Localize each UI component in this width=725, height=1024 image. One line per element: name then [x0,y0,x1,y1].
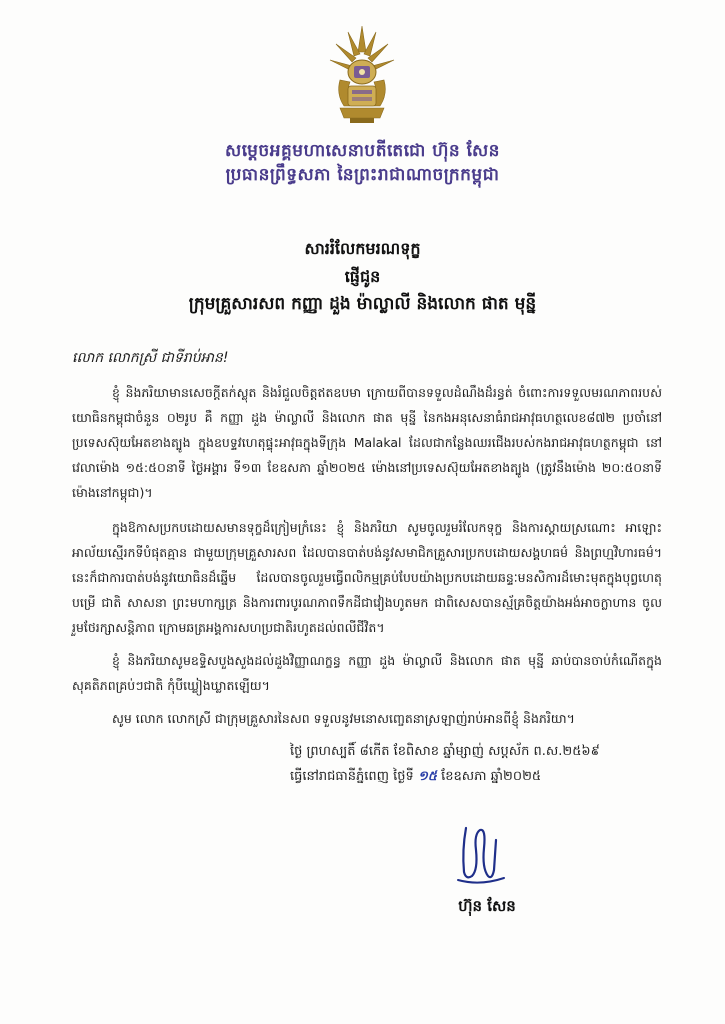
paragraph-1: ខ្ញុំ និងភរិយាមានសេចក្តីតក់ស្លុត និងរំជួលចិត្តឥតឧបមា ក្រោយពីបានទទួលដំណឹងដ៏រន្ធត់ ចំពោះការទទួលមរណភាពរបស់យោធិនកម្ពុជាចំនួន ០២រូប គឺ កញ្ញា ដួង ម៉ាល្លាលី និងលោក ផាត មុន្នី នៃកងអនុសេនាធំរាជអាវុធហត្ថលេខ៨៧២ ប្រចាំនៅប្រទេសស៊ុយអែតខាងត្បូង ក្នុងឧបទ្ទវហេតុផ្ទុះអាវុធក្នុងទីក្រុង Malakal ដែលជាកន្លែងឈរជើងរបស់កងរាជអាវុធហត្ថកម្ពុជា នៅវេលាម៉ោង ១៥:៥០នាទី ថ្ងៃអង្គារ ទី១៣ ខែឧសភា ឆ្នាំ២០២៥ ម៉ោងនៅប្រទេសស៊ុយអែតខាងត្បូង (ត្រូវនឹងម៉ោង ២០:៥០នាទី ម៉ោងនៅកម្ពុជា)។ [72,385,662,500]
date-month-year: ខែឧសភា ឆ្នាំ២០២៥ [441,769,542,784]
salutation: លោក លោកស្រី ជាទីរាប់អាន! [72,350,229,366]
signer-name: ហ៊ុន សែន [458,897,516,915]
letter-title: សាររំលែកមរណទុក្ខ [304,239,421,258]
sender-title-line2: ប្រធានព្រឹទ្ធសភា នៃព្រះរាជាណាចក្រកម្ពុជា [225,165,500,185]
royal-crest-emblem-icon [326,22,398,126]
place-date [290,768,690,787]
letter-recipient: ក្រុមគ្រួសារសព កញ្ញា ដួង ម៉ាល្លាលី និងលោក ផាត មុន្នី [188,294,537,314]
sender-title-line1: សម្តេចអគ្គមហាសេនាបតីតេជោ ហ៊ុន សែន [225,141,500,161]
paragraph-3: ខ្ញុំ និងភរិយាសូមឧទ្ទិសបួងសួងដល់ដួងវិញ្ញាណក្ខន្ធ កញ្ញា ដួង ម៉ាល្លាលី និងលោក ផាត មុន្នី ឆាប់បានចាប់កំណើតក្នុងសុគតិភពគ្រប់ៗជាតិ កុំបីឃ្លៀងឃ្លាតឡើយ។ [72,653,662,693]
letter-subtitle: ផ្ញើជូន [344,267,381,286]
lunar-date: ថ្ងៃ ព្រហស្បតិ៍ ៨កើត ខែពិសាខ ឆ្នាំម្សាញ់ សប្តស័ក ព.ស.២៥៦៩ [290,744,600,759]
date-day: ១៥ [417,769,437,784]
paragraph-4: សូម លោក លោកស្រី ជាក្រុមគ្រួសារនៃសព ទទួលនូវមនោសញ្ចេតនាស្រឡាញ់រាប់អានពីខ្ញុំ និងភរិយា។ [112,711,575,726]
place-date-prefix: ធ្វើនៅរាជធានីភ្នំពេញ ថ្ងៃទី [290,769,414,784]
paragraph-2: ក្នុងឱកាសប្រកបដោយសមានទុក្ខដ៏ក្រៀមក្រំនេះ ខ្ញុំ និងភរិយា សូមចូលរួមរំលែកទុក្ខ និងការស្តាយស្រណោះ អាឡោះអាល័យស្មើរកទីបំផុតគ្មាន ជាមួយក្រុមគ្រួសារសព ដែលបានបាត់បង់នូវសមាជិកគ្រួសារប្រកបដោយសង្គហធម៌ និងព្រហ្មវិហារធម៌។ នេះក៏ជាការបាត់បង់នូវយោធិនដ៏ឆ្នើម ដែលបានចូលរួមធ្វើពលិកម្មគ្រប់បែបយ៉ាងប្រកបដោយឆន្ទៈមនសិការដ៏មោះមុតក្នុងបុព្វហេតុបម្រើ ជាតិ សាសនា ព្រះមហាក្សត្រ និងការពារបូរណភាពទឹកដីជាវៀងហូតមក ជាពិសេសបានស្ម័គ្រចិត្តយ៉ាងអង់អាចក្លាហាន ចូលរួមថែរក្សាសន្តិភាព ក្រោមឆត្រអង្គការសហប្រជាតិរហូតដល់ពលីជីវិត។ [72,520,662,635]
handwritten-signature-icon [452,820,508,890]
